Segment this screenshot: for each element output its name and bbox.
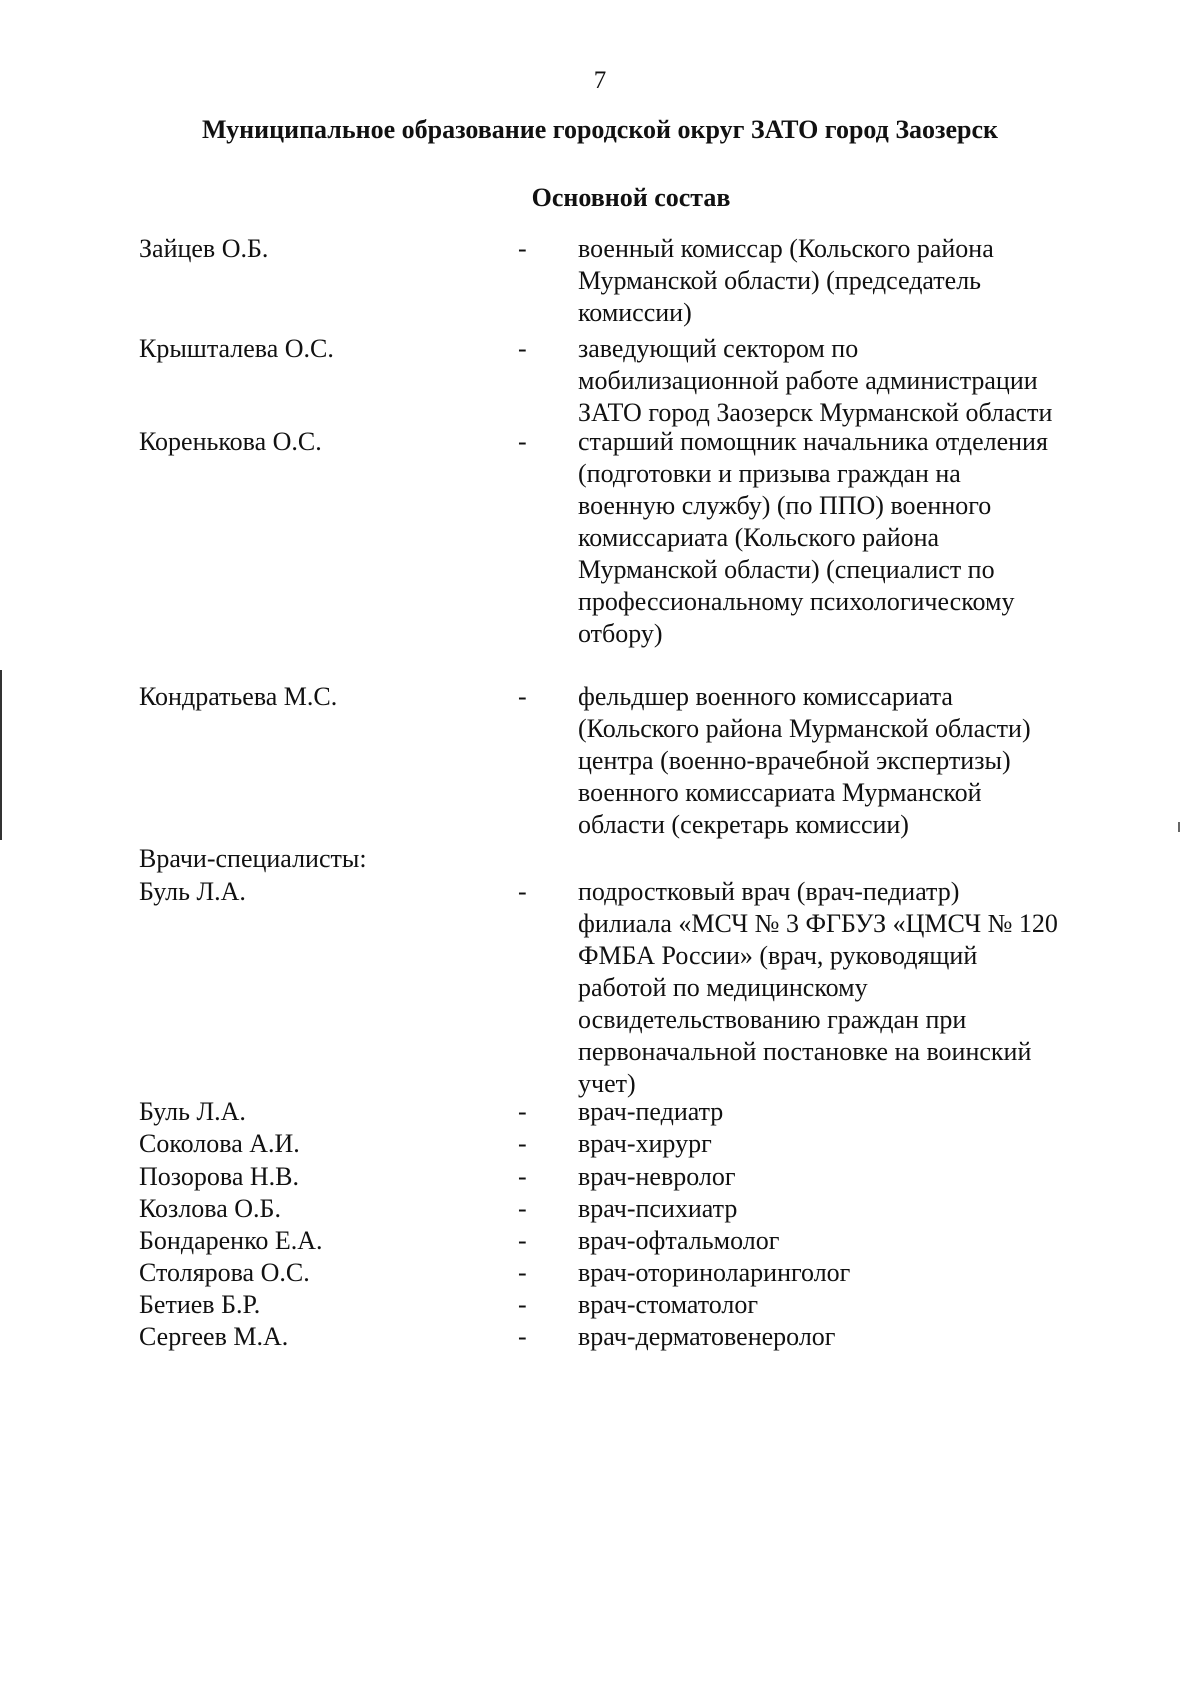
specialist-name: Позорова Н.В. — [139, 1162, 299, 1191]
scan-edge-mark — [0, 670, 2, 840]
member-name: Зайцев О.Б. — [139, 234, 269, 263]
dash-separator: - — [518, 1258, 527, 1287]
dash-separator: - — [518, 1097, 527, 1126]
member-role: заведующий сектором по мобилизационной работе администрации ЗАТО город Заозерск Мурманской области — [578, 334, 1053, 427]
member-name: Коренькова О.С. — [139, 427, 322, 456]
dash-separator: - — [518, 427, 527, 456]
specialist-name: Козлова О.Б. — [139, 1194, 281, 1223]
specialist-name: Бетиев Б.Р. — [139, 1290, 261, 1319]
dash-separator: - — [518, 334, 527, 363]
member-role: старший помощник начальника отделения (подготовки и призыва граждан на военную службу) (по ППО) военного комиссариата (Кольского района Мурманской области) (специалист по профессиональному психологическому отбору) — [578, 427, 1048, 648]
specialist-role: подростковый врач (врач-педиатр) филиала «МСЧ № 3 ФГБУЗ «ЦМСЧ № 120 ФМБА России» (врач, руководящий работой по медицинскому освидетельствованию граждан при первоначальной постановке на воинский учет) — [578, 877, 1058, 1098]
specialist-role: врач-стоматолог — [578, 1290, 759, 1319]
member-name: Кондратьева М.С. — [139, 682, 338, 711]
specialist-name: Столярова О.С. — [139, 1258, 310, 1287]
dash-separator: - — [518, 682, 527, 711]
document-title: Муниципальное образование городской округ ЗАТО город Заозерск — [201, 115, 999, 144]
dash-separator: - — [518, 1226, 527, 1255]
section-title: Основной состав — [531, 183, 731, 212]
specialist-role: врач-оториноларинголог — [578, 1258, 851, 1287]
dash-separator: - — [518, 877, 527, 906]
specialist-role: врач-офтальмолог — [578, 1226, 780, 1255]
specialist-name: Буль Л.А. — [139, 877, 246, 906]
dash-separator: - — [518, 234, 527, 263]
specialist-name: Соколова А.И. — [139, 1129, 300, 1158]
specialist-role: врач-дерматовенеролог — [578, 1322, 836, 1351]
specialist-role: врач-невролог — [578, 1162, 736, 1191]
specialist-role: врач-психиатр — [578, 1194, 738, 1223]
dash-separator: - — [518, 1129, 527, 1158]
specialists-heading: Врачи-специалисты: — [139, 844, 367, 873]
member-role: военный комиссар (Кольского района Мурманской области) (председатель комиссии) — [578, 234, 994, 327]
member-name: Крышталева О.С. — [139, 334, 334, 363]
dash-separator: - — [518, 1322, 527, 1351]
member-role: фельдшер военного комиссариата (Кольского района Мурманской области) центра (военно-врачебной экспертизы) военного комиссариата Мурманской области (секретарь комиссии) — [578, 682, 1031, 839]
specialist-name: Буль Л.А. — [139, 1097, 246, 1126]
dash-separator: - — [518, 1290, 527, 1319]
specialist-name: Бондаренко Е.А. — [139, 1226, 323, 1255]
dash-separator: - — [518, 1162, 527, 1191]
specialist-name: Сергеев М.А. — [139, 1322, 289, 1351]
scan-speck — [1178, 822, 1180, 832]
specialist-role: врач-педиатр — [578, 1097, 724, 1126]
specialist-role: врач-хирург — [578, 1129, 712, 1158]
dash-separator: - — [518, 1194, 527, 1223]
page-number: 7 — [593, 67, 607, 94]
